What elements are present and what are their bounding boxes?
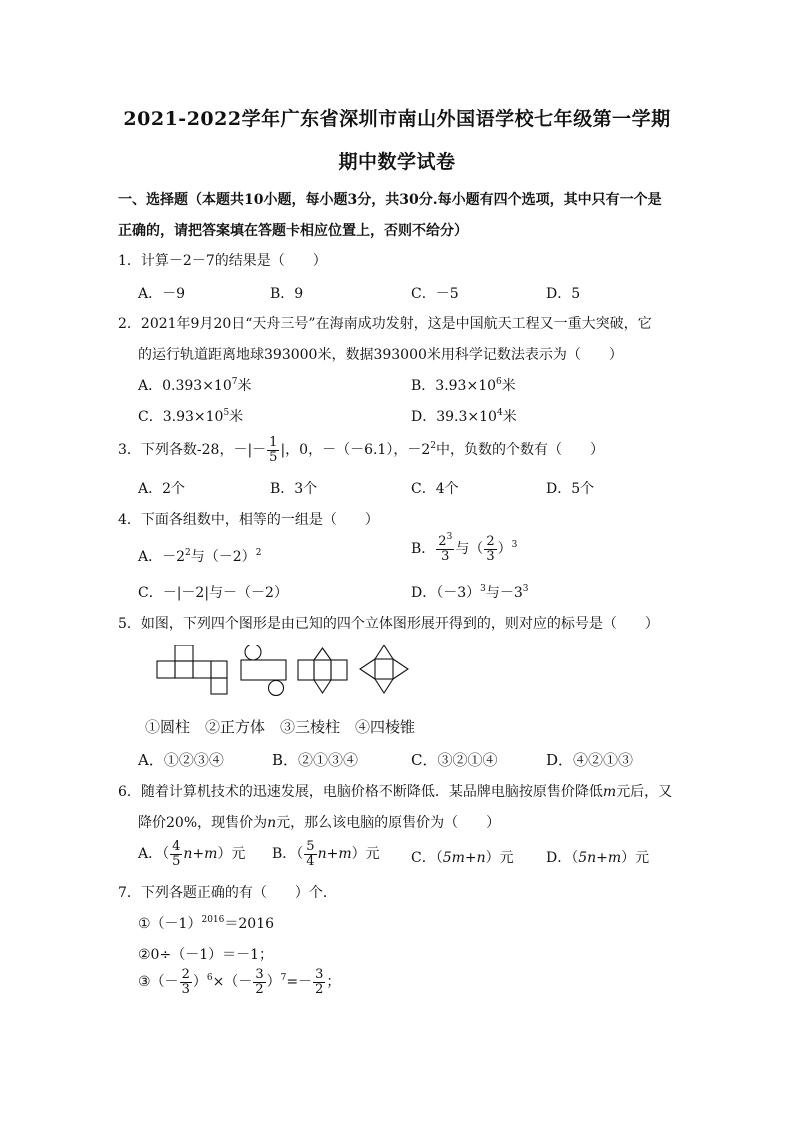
question-4-stem: 4．下面各组数中，相等的一组是（ ） — [118, 512, 379, 528]
question-6-stem-line1: 6．随着计算机技术的迅速发展，电脑价格不断降低．某品牌电脑按原售价降低m元后，又 — [118, 784, 673, 800]
exam-title-line1: 2021-2022学年广东省深圳市南山外国语学校七年级第一学期 — [123, 108, 671, 130]
q4-option-a: A．$-2^2$与$(-2)^2$ — [138, 548, 262, 565]
q7-item-1: $①(-1)^{2016}=2016$ — [138, 915, 275, 932]
q1-option-a: A．－9 — [138, 286, 186, 302]
q5-option-a: A．①②③④ — [138, 751, 224, 769]
fraction: $\frac{2}{3}$ — [486, 534, 495, 564]
question-7-stem: 7．下列各题正确的有（ ）个． — [118, 885, 337, 901]
question-2-stem-line2: 的运行轨道距离地球393000米，数据393000米用科学记数法表示为（ ） — [138, 347, 623, 363]
question-1-stem: 1．计算－2－7的结果是（ ） — [118, 253, 327, 269]
section-heading-line2: 正确的，请把答案填在答题卡相应位置上，否则不给分） — [118, 223, 468, 239]
fraction: $\frac{5}{4}$ — [306, 839, 315, 869]
exam-title-line2: 期中数学试卷 — [338, 151, 456, 173]
cylinder-net-figure — [241, 645, 286, 696]
q6-option-c: C．（5m+n）元 — [411, 850, 514, 866]
question-5-stem: 5．如图，下列四个图形是由已知的四个立体图形展开得到的，则对应的标号是（ ） — [118, 616, 659, 632]
fraction: $\frac{4}{5}$ — [172, 839, 181, 869]
q5-option-d: D．④②①③ — [546, 751, 634, 769]
q4-option-b: B． $\frac{2^3}{3}$ 与（ $\frac{2}{3}$ ）$^3$ — [411, 532, 518, 564]
fraction: $\frac{3}{2}$ — [255, 967, 264, 997]
q1-option-c: C．－5 — [411, 286, 459, 302]
q7-item-2: ②0÷（－1）＝－1； — [138, 947, 274, 963]
q3-option-a: A．2个 — [138, 481, 186, 497]
q1-option-d: D．5 — [546, 286, 581, 302]
q2-option-d: D．$39.3\times 10^4$米 — [411, 408, 517, 425]
q4-option-c: C．－|－2|与－（－2） — [138, 585, 288, 601]
q6-option-d: D．（5n+m）元 — [546, 850, 650, 866]
fraction: $\frac{2^3}{3}$ — [438, 532, 453, 564]
question-2-stem-line1: 2．2021年9月20日“天舟三号”在海南成功发射，这是中国航天工程又一重大突破，它 — [118, 316, 652, 332]
q3-option-d: D．5个 — [546, 481, 595, 497]
fraction: $\frac{2}{3}$ — [181, 967, 190, 997]
q5-solid-labels: ①圆柱 ②正方体 ③三棱柱 ④四棱锥 — [145, 718, 416, 736]
q2-option-a: A．$0.393\times 10^7$米 — [138, 377, 252, 394]
q2-option-b: B．$3.93\times 10^6$米 — [411, 377, 516, 394]
q6-option-a: A．（ $\frac{4}{5}$ n+m）元 — [138, 839, 246, 869]
q4-option-d: D．$(-3)^3$与$-3^3$ — [411, 584, 529, 601]
fraction: $\frac{3}{2}$ — [315, 967, 324, 997]
question-3-stem: 3．下列各数-28，－|－ $\frac{1}{5}$ |，0，－（－6.1），$-2^2$中，负数的个数有（ ） — [118, 435, 604, 465]
question-6-stem-line2: 降价20%，现售价为n元，那么该电脑的原售价为（ ） — [138, 815, 501, 831]
q3-option-b: B．3个 — [270, 481, 318, 497]
q5-option-b: B．②①③④ — [272, 751, 359, 769]
net-figures — [155, 645, 415, 697]
fraction: $\frac{1}{5}$ — [269, 435, 278, 465]
cube-net-figure — [157, 645, 227, 694]
q5-option-c: C．③②①④ — [411, 751, 498, 769]
q1-option-b: B．9 — [270, 286, 304, 302]
section-heading-line1: 一、选择题（本题共10小题，每小题3分，共30分.每小题有四个选项，其中只有一个是 — [118, 192, 662, 208]
q7-item-3: ③（－ $\frac{2}{3}$ ）$^6$×（－ $\frac{3}{2}$ ）$^7$=－ $\frac{3}{2}$ ； — [138, 967, 341, 997]
pyramid-net-figure — [360, 645, 408, 693]
q2-option-c: C．$3.93\times 10^5$米 — [138, 408, 244, 425]
q6-option-b: B．（ $\frac{5}{4}$ n+m）元 — [272, 839, 380, 869]
prism-net-figure — [298, 648, 347, 693]
q3-option-c: C．4个 — [411, 481, 459, 497]
